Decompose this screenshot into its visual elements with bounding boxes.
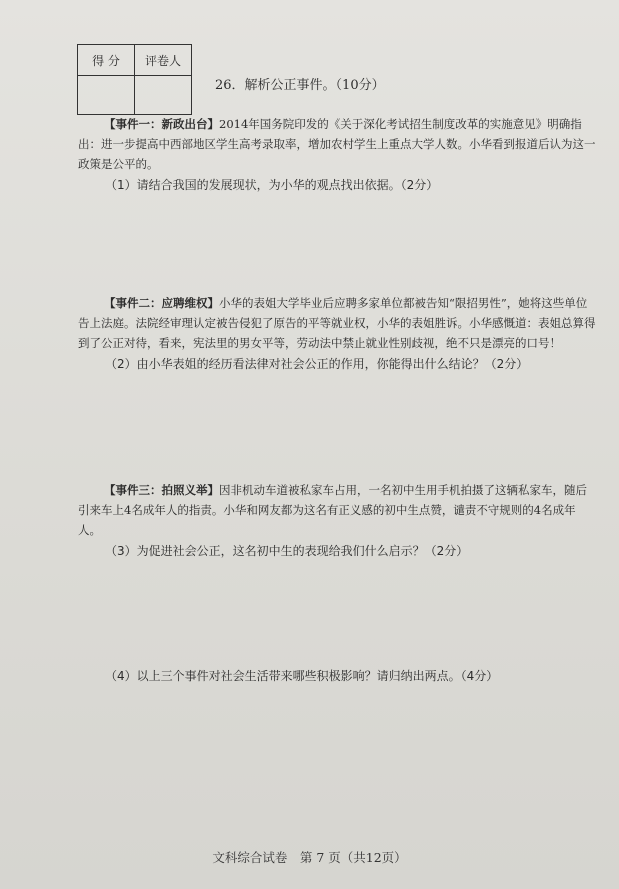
score-header: 得 分 [78,45,135,76]
event-one-tag: 【事件一：新政出台】 [104,117,219,131]
sub-question-4: （4）以上三个事件对社会生活带来哪些积极影响？请归纳出两点。（4分） [105,669,499,683]
question-title: 26．解析公正事件。（10分） [215,78,385,93]
grader-header: 评卷人 [135,45,192,76]
event-three-paragraph [78,480,598,540]
page-footer: 文科综合试卷 第 7 页（共12页） [212,850,407,865]
event-two-paragraph [78,293,598,353]
event-two-section [78,293,598,375]
event-one-paragraph [78,114,598,174]
grader-cell [135,76,192,115]
event-two-text: 小华的表姐大学毕业后应聘多家单位都被告知“限招男性”，她将这些单位告上法庭。法院经审理认定被告侵犯了原告的平等就业权，小华的表姐胜诉。小华感慨道：表姐总算得到了公正对待，看来，宪法里的男女平等，劳动法中禁止就业性别歧视，绝不只是漂亮的口号！ [78,296,596,350]
score-cell [78,76,135,115]
event-three-tag: 【事件三：拍照义举】 [104,483,219,497]
sub-question-2: （2）由小华表姐的经历看法律对社会公正的作用，你能得出什么结论？（2分） [105,357,529,371]
sub-question-1: （1）请结合我国的发展现状，为小华的观点找出依据。（2分） [105,178,439,192]
sub-question-3: （3）为促进社会公正，这名初中生的表现给我们什么启示？（2分） [105,544,469,558]
event-one-section [78,114,598,196]
event-two-tag: 【事件二：应聘维权】 [104,296,219,310]
question-four-section [78,665,598,687]
score-box [77,44,192,115]
event-three-text: 因非机动车道被私家车占用，一名初中生用手机拍摄了这辆私家车，随后引来车上4名成年人的指责。小华和网友都为这名有正义感的初中生点赞，谴责不守规则的4名成年人。 [78,483,587,537]
event-one-text: 2014年国务院印发的《关于深化考试招生制度改革的实施意见》明确指出：进一步提高中西部地区学生高考录取率，增加农村学生上重点大学人数。小华看到报道后认为这一政策是公平的。 [78,117,596,171]
event-three-section [78,480,598,562]
